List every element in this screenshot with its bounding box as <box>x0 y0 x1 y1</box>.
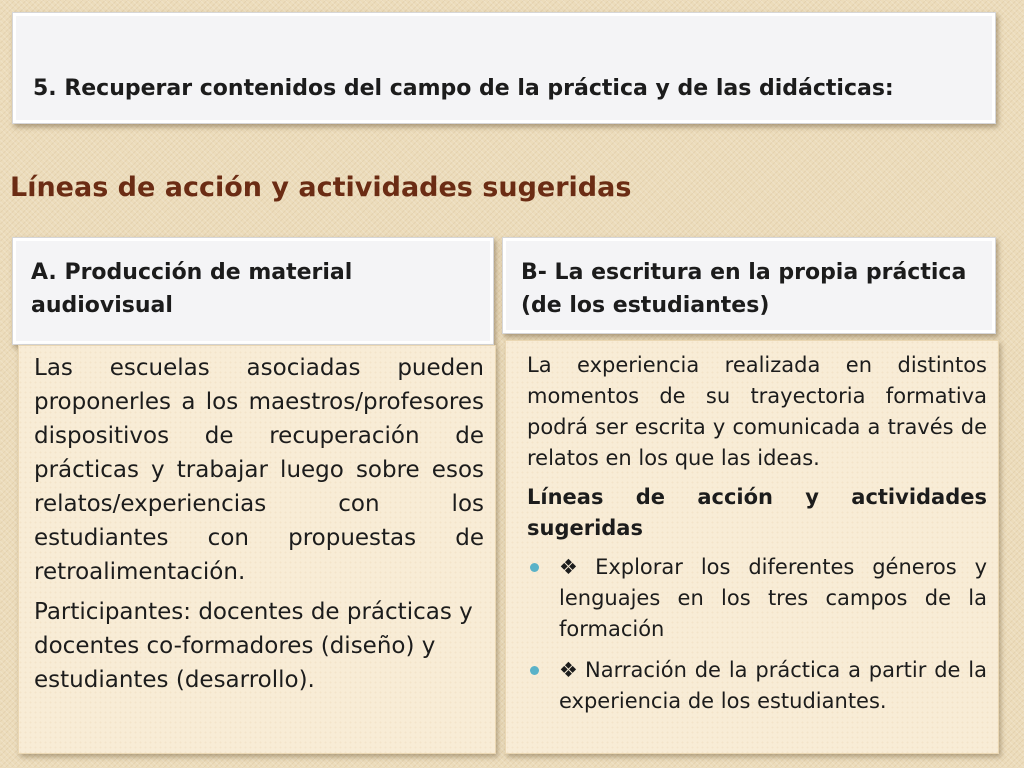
column-b-header <box>502 237 996 334</box>
slide-title: 5. Recuperar contenidos del campo de la práctica y de las didácticas: <box>33 76 894 101</box>
list-item-text: Explorar los diferentes géneros y lenguajes en los tres campos de la formación <box>559 555 988 641</box>
list-item <box>527 552 987 645</box>
list-item-text: Narración de la práctica a partir de la experiencia de los estudiantes. <box>559 658 987 713</box>
column-a-header-label: A. Producción de material audiovisual <box>31 260 353 318</box>
title-box <box>12 12 996 124</box>
column-a-paragraph: Las escuelas asociadas pueden proponerles a los maestros/profesores dispositivos de recuperación de prácticas y trabajar luego sobre esos relatos/experiencias con los estudiantes con propuestas de retroalimentación. <box>34 355 484 585</box>
section-subtitle: Líneas de acción y actividades sugeridas <box>10 172 632 203</box>
column-b-header-label: B- La escritura en la propia práctica (de los estudiantes) <box>521 260 967 318</box>
suggested-activities-list <box>527 552 987 717</box>
column-b-subheading: Líneas de acción y actividades sugeridas <box>527 485 987 540</box>
column-b-body <box>505 340 999 754</box>
column-a-header <box>12 237 494 345</box>
bullet-dot-icon <box>530 666 539 675</box>
column-b-paragraph: La experiencia realizada en distintos momentos de su trayectoria formativa podrá ser escrita y comunicada a través de relatos en los que las ideas. <box>527 353 987 470</box>
column-a-body <box>18 345 496 754</box>
diamond-bullet-icon: ❖ <box>559 658 579 682</box>
bullet-dot-icon <box>530 563 539 572</box>
column-a-participants: Participantes: docentes de prácticas y docentes co-formadores (diseño) y estudiantes (desarrollo). <box>34 599 473 693</box>
list-item <box>527 655 987 717</box>
diamond-bullet-icon: ❖ <box>559 555 590 579</box>
